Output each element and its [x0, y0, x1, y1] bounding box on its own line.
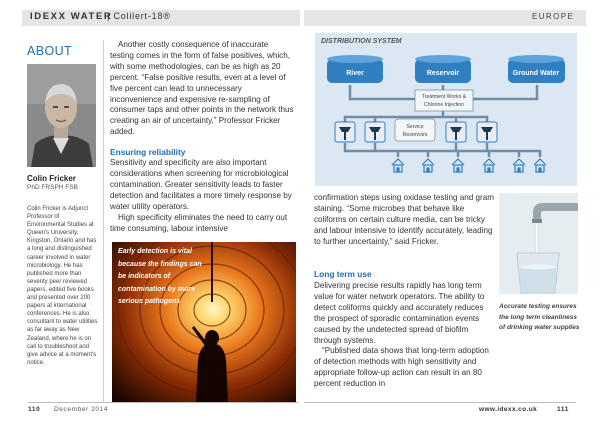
- website-url: www.idexx.co.uk: [479, 406, 538, 413]
- distribution-system-diagram: [315, 33, 577, 186]
- tap-illustration: [499, 193, 578, 294]
- service-label-line1: Service: [406, 124, 424, 130]
- service-label-line2: Reservoirs: [402, 132, 428, 138]
- author-name: Colin Fricker: [27, 174, 76, 183]
- water-tower-icon: [446, 122, 466, 142]
- col1-paragraph-2: Sensitivity and specificity are also important considerations when screening for microbiological contamination. Greater sensitivity leads to faster detection and facilitates a more timely response by water utility operators.: [110, 158, 292, 211]
- author-bio: Colin Fricker is Adjunct Professor of Environmental Studies at Queen's University, Kingston, Ontario and has a long and distinguished career involved in water microbiology. He has published more than seventy peer reviewed papers, edited five books and presented over 200 papers at international conferences. He is also consultant to water utilities as far away as New Zealand, where he is on call to troubleshoot and give advice at a moment's notice.: [27, 206, 98, 366]
- house-icon: [392, 159, 404, 172]
- col2-paragraph-2: Delivering precise results rapidly has long term value for water network operators. The ability to detect coliforms quickly and accurately reduces the prospect of sporadic contamination events caused by the undetected spread of biofilm through systems.: [314, 281, 485, 345]
- page-number-left: 110: [28, 406, 41, 413]
- source-label-reservoir: Reservoir: [426, 70, 460, 77]
- house-icon: [452, 159, 464, 172]
- page-number-right: 111: [557, 406, 569, 413]
- source-label-river: River: [346, 70, 364, 77]
- subheading-ensuring-reliability: Ensuring reliability: [110, 147, 186, 157]
- treatment-label-line1: Treatment Works &: [421, 94, 467, 100]
- col1-paragraph-1: Another costly consequence of inaccurate testing comes in the form of false positives, which, with some methodologies, can be as high as 20 percent. “False positive results, even at a level of five percent can lead to unnecessary inconvenience and expensive re-sampling of consumer taps and other points in the network thus creating an air of uncertainty,” Professor Fricker added.: [110, 40, 294, 137]
- author-portrait-illustration: [27, 64, 96, 167]
- source-tanks: [327, 55, 565, 83]
- house-icon: [513, 159, 525, 172]
- water-tower-icon: [335, 122, 355, 142]
- tap-water-photo: [499, 193, 578, 294]
- subheading-long-term-use: Long term use: [314, 269, 372, 279]
- footer-rule-left: [28, 402, 298, 403]
- treatment-label-line2: Chlorine Injection: [423, 102, 465, 108]
- about-heading: ABOUT: [27, 44, 73, 58]
- tunnel-image-caption: Early detection is vital because the findings can be indicators of contamination by more serious pathogens: [118, 248, 202, 306]
- house-icon: [422, 159, 434, 172]
- footer-rule-right: [304, 402, 576, 403]
- col2-paragraph-1: confirmation steps using oxidase testing and gram staining. “Some microbes that behave like coliforms on certain culture media, can be tricky and labour intensive to identify accurately, leading to further uncertainty,” said Fricker.: [314, 193, 494, 246]
- tap-image-caption: Accurate testing ensures the long term cleanliness of drinking water supplies: [499, 303, 580, 331]
- region-label: EUROPE: [532, 12, 575, 21]
- water-tower-icon: [477, 122, 497, 142]
- house-icon: [534, 159, 546, 172]
- water-tower-icon: [365, 122, 385, 142]
- author-credentials: PhD FRSPH FSB: [27, 184, 78, 191]
- col2-paragraph-3: “Published data shows that long-term adoption of detection methods with high sensitivity and appropriate follow-up action can result in an 80 percent reduction in: [314, 346, 489, 388]
- column-divider: [103, 40, 104, 402]
- brand-name: IDEXX WATER: [30, 11, 113, 22]
- col1-paragraph-3: High specificity eliminates the need to carry out time consuming, labour intensive: [110, 213, 288, 233]
- issue-date: December 2014: [54, 406, 109, 413]
- diagram-title: DISTRIBUTION SYSTEM: [321, 38, 402, 45]
- house-icon: [483, 159, 495, 172]
- distribution-diagram-graphic: [315, 33, 577, 186]
- issue-label: | Colilert-18®: [107, 11, 171, 21]
- source-label-ground-water: Ground Water: [512, 70, 560, 77]
- author-photo: [27, 64, 96, 167]
